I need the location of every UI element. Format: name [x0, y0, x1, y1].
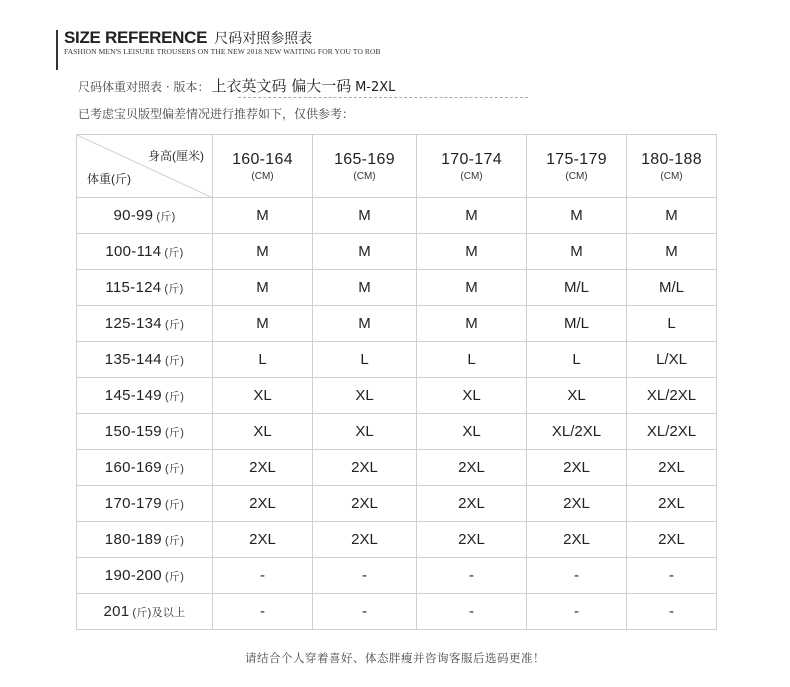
- height-header: [313, 135, 417, 198]
- table-row: [77, 270, 717, 306]
- version-line: [78, 75, 395, 96]
- size-cell: 2XL: [527, 522, 627, 558]
- height-header: [213, 135, 313, 198]
- size-cell: XL: [417, 378, 527, 414]
- corner-diagonal: [77, 135, 213, 198]
- size-cell: L: [627, 306, 717, 342]
- weight-range: 125-134: [104, 315, 162, 332]
- corner-height-label: 身高(厘米): [148, 149, 204, 163]
- size-cell: M: [213, 198, 313, 234]
- size-cell: -: [627, 594, 717, 630]
- weight-range: 170-179: [104, 495, 162, 512]
- size-cell: -: [213, 558, 313, 594]
- size-cell: XL/2XL: [627, 378, 717, 414]
- size-table: [76, 134, 717, 630]
- size-cell: -: [417, 558, 527, 594]
- weight-cell: [77, 198, 213, 234]
- weight-range: 145-149: [104, 387, 162, 404]
- weight-unit: (斤): [164, 499, 185, 511]
- weight-cell: [77, 450, 213, 486]
- weight-unit: (斤): [164, 571, 185, 583]
- size-cell: M: [313, 270, 417, 306]
- size-cell: L: [417, 342, 527, 378]
- size-cell: 2XL: [313, 486, 417, 522]
- size-cell: M/L: [527, 306, 627, 342]
- size-cell: L/XL: [627, 342, 717, 378]
- header-subtitle: FASHION MEN'S LEISURE TROUSERS ON THE NEW 2018 NEW WAITING FOR YOU TO ROB: [64, 47, 381, 56]
- size-cell: 2XL: [527, 486, 627, 522]
- weight-range: 180-189: [104, 531, 162, 548]
- height-header: [417, 135, 527, 198]
- height-unit: (CM): [660, 170, 683, 182]
- size-cell: 2XL: [417, 486, 527, 522]
- weight-cell: [77, 594, 213, 630]
- size-cell: M: [417, 234, 527, 270]
- size-cell: M/L: [527, 270, 627, 306]
- height-header: [527, 135, 627, 198]
- size-cell: -: [527, 558, 627, 594]
- weight-unit: (斤): [164, 427, 185, 439]
- height-unit: (CM): [251, 170, 274, 182]
- version-value: 上衣英文码 偏大一码: [211, 77, 352, 95]
- weight-unit: (斤): [164, 355, 185, 367]
- weight-unit: (斤): [164, 463, 185, 475]
- title-chinese: 尺码对照参照表: [214, 31, 313, 47]
- size-cell: XL/2XL: [527, 414, 627, 450]
- table-row: [77, 558, 717, 594]
- height-range: 165-169: [334, 150, 395, 168]
- weight-unit: (斤)及以上: [132, 607, 186, 619]
- size-cell: -: [313, 594, 417, 630]
- size-cell: -: [527, 594, 627, 630]
- height-unit: (CM): [353, 170, 376, 182]
- weight-range: 150-159: [104, 423, 162, 440]
- height-range: 180-188: [641, 150, 702, 168]
- weight-cell: [77, 306, 213, 342]
- table-row: [77, 594, 717, 630]
- size-cell: 2XL: [627, 522, 717, 558]
- size-cell: 2XL: [213, 486, 313, 522]
- table-row: [77, 486, 717, 522]
- corner-cell: [77, 135, 213, 198]
- version-range: M-2XL: [355, 80, 396, 95]
- size-cell: 2XL: [213, 522, 313, 558]
- height-header: [627, 135, 717, 198]
- table-row: [77, 378, 717, 414]
- table-row: [77, 198, 717, 234]
- weight-cell: [77, 522, 213, 558]
- size-cell: 2XL: [527, 450, 627, 486]
- size-cell: -: [417, 594, 527, 630]
- table-row: [77, 306, 717, 342]
- size-cell: 2XL: [313, 450, 417, 486]
- weight-cell: [77, 558, 213, 594]
- size-cell: M: [213, 270, 313, 306]
- size-cell: M: [417, 306, 527, 342]
- size-cell: M: [627, 198, 717, 234]
- weight-cell: [77, 414, 213, 450]
- weight-range: 201: [103, 603, 130, 620]
- table-row: [77, 234, 717, 270]
- size-cell: M: [313, 234, 417, 270]
- size-cell: -: [627, 558, 717, 594]
- height-range: 160-164: [232, 150, 293, 168]
- weight-range: 160-169: [104, 459, 162, 476]
- weight-unit: (斤): [164, 247, 184, 259]
- weight-range: 90-99: [113, 207, 154, 224]
- height-unit: (CM): [565, 170, 588, 182]
- recommendation-note: 已考虑宝贝版型偏差情况进行推荐如下，仅供参考：: [78, 107, 355, 121]
- title-english: SIZE REFERENCE: [64, 28, 208, 47]
- size-cell: XL: [313, 414, 417, 450]
- size-cell: M: [527, 198, 627, 234]
- table-header-row: [77, 135, 717, 198]
- weight-cell: [77, 270, 213, 306]
- weight-cell: [77, 234, 213, 270]
- size-cell: M: [213, 306, 313, 342]
- table-row: [77, 522, 717, 558]
- size-cell: M: [417, 270, 527, 306]
- weight-unit: (斤): [164, 319, 185, 331]
- height-unit: (CM): [460, 170, 483, 182]
- header-divider: [56, 30, 58, 70]
- size-cell: M: [627, 234, 717, 270]
- weight-range: 100-114: [105, 243, 162, 260]
- size-cell: M: [527, 234, 627, 270]
- size-cell: 2XL: [417, 522, 527, 558]
- weight-range: 190-200: [104, 567, 162, 584]
- size-cell: 2XL: [213, 450, 313, 486]
- size-cell: -: [213, 594, 313, 630]
- size-cell: XL: [213, 414, 313, 450]
- size-cell: 2XL: [417, 450, 527, 486]
- height-range: 170-174: [441, 150, 502, 168]
- table-row: [77, 414, 717, 450]
- weight-range: 115-124: [105, 279, 162, 296]
- weight-cell: [77, 486, 213, 522]
- size-cell: L: [213, 342, 313, 378]
- size-cell: -: [313, 558, 417, 594]
- corner-weight-label: 体重(斤): [87, 172, 131, 186]
- weight-cell: [77, 342, 213, 378]
- size-cell: M: [213, 234, 313, 270]
- page-title: [64, 28, 312, 48]
- size-cell: M: [313, 198, 417, 234]
- size-cell: L: [313, 342, 417, 378]
- weight-unit: (斤): [164, 391, 185, 403]
- version-label: 尺码体重对照表 · 版本：: [78, 80, 210, 94]
- table-row: [77, 450, 717, 486]
- weight-unit: (斤): [156, 211, 176, 223]
- footer-note: 请结合个人穿着喜好、体态胖瘦并咨询客服后选码更准！: [245, 651, 545, 665]
- weight-cell: [77, 378, 213, 414]
- size-cell: M: [417, 198, 527, 234]
- size-cell: M: [313, 306, 417, 342]
- weight-range: 135-144: [104, 351, 162, 368]
- size-cell: M/L: [627, 270, 717, 306]
- height-range: 175-179: [546, 150, 607, 168]
- version-underline: [238, 97, 528, 98]
- weight-unit: (斤): [164, 283, 184, 295]
- weight-unit: (斤): [164, 535, 185, 547]
- size-cell: XL: [313, 378, 417, 414]
- size-cell: XL: [417, 414, 527, 450]
- table-row: [77, 342, 717, 378]
- size-cell: XL: [213, 378, 313, 414]
- size-cell: XL: [527, 378, 627, 414]
- size-cell: 2XL: [627, 486, 717, 522]
- size-cell: 2XL: [313, 522, 417, 558]
- size-cell: 2XL: [627, 450, 717, 486]
- size-cell: XL/2XL: [627, 414, 717, 450]
- size-cell: L: [527, 342, 627, 378]
